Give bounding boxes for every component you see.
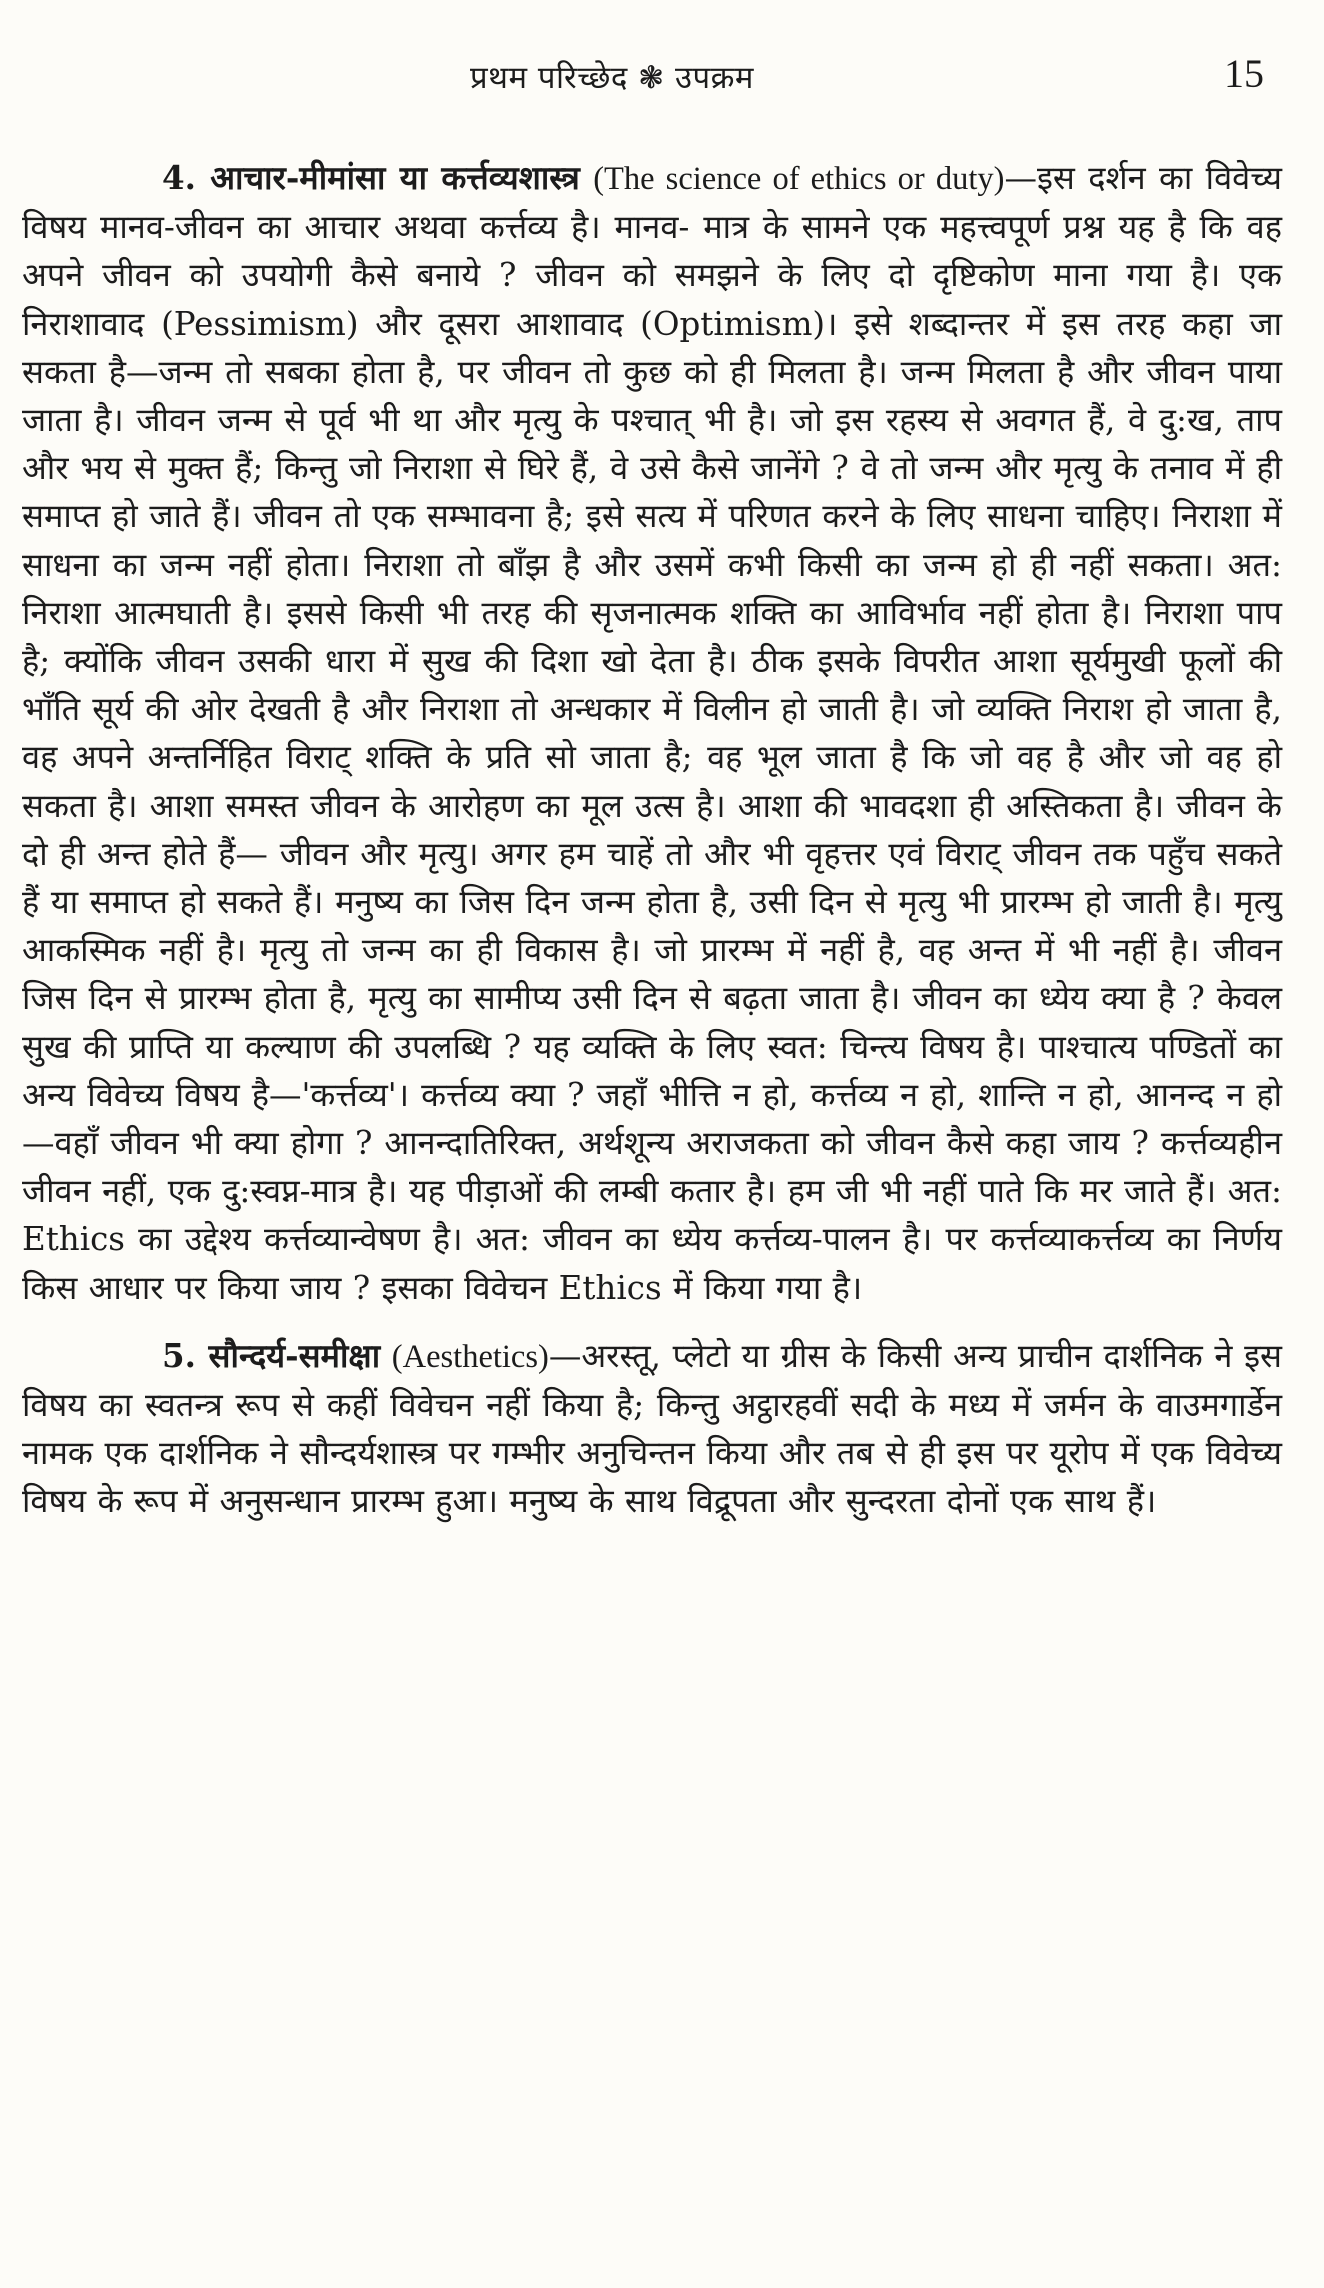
chapter-title: प्रथम परिच्छेद ❃ उपक्रम bbox=[470, 60, 754, 96]
body-text bbox=[22, 154, 1282, 1526]
page-number: 15 bbox=[1224, 51, 1264, 96]
section-english-title: (The science of ethics or duty) bbox=[593, 161, 1005, 197]
paragraph-text: —अरस्तू, प्लेटो या ग्रीस के किसी अन्य प्राचीन दार्शनिक ने इस विषय का स्वतन्त्र रूप से कहीं विवेचन नहीं किया है; किन्तु अट्ठारहवीं सदी के मध्य में जर्मन के वाउमगार्डेन नामक एक दार्शनिक ने सौन्दर्यशास्त्र पर गम्भीर अनुचिन्तन किया और तब से ही इस पर यूरोप में एक विवेच्य विषय के रूप में अनुसन्धान प्रारम्भ हुआ। मनुष्य के साथ विद्रूपता और सुन्दरता दोनों एक साथ हैं। bbox=[22, 1336, 1282, 1521]
paragraph-ethics bbox=[22, 154, 1282, 1312]
paragraph-text: —इस दर्शन का विवेच्य विषय मानव-जीवन का आचार अथवा कर्त्तव्य है। मानव- मात्र के सामने एक महत्त्वपूर्ण प्रश्न यह है कि वह अपने जीवन को उपयोगी कैसे बनाये ? जीवन को समझने के लिए दो दृष्टिकोण माना गया है। एक निराशावाद (Pessimism) और दूसरा आशावाद (Optimism)। इसे शब्दान्तर में इस तरह कहा जा सकता है—जन्म तो सबका होता है, पर जीवन तो कुछ को ही मिलता है। जन्म मिलता है और जीवन पाया जाता है। जीवन जन्म से पूर्व भी था और मृत्यु के पश्चात् भी है। जो इस रहस्य से अवगत हैं, वे दु:ख, ताप और भय से मुक्त हैं; किन्तु जो निराशा से घिरे हैं, वे उसे कैसे जानेंगे ? वे तो जन्म और मृत्यु के तनाव में ही समाप्त हो जाते हैं। जीवन तो एक सम्भावना है; इसे सत्य में परिणत करने के लिए साधना चाहिए। निराशा में साधना का जन्म नहीं होता। निराशा तो बाँझ है और उसमें कभी किसी का जन्म हो ही नहीं सकता। अत: निराशा आत्मघाती है। इससे किसी भी तरह की सृजनात्मक शक्ति का आविर्भाव नहीं होता है। निराशा पाप है; क्योंकि जीवन उसकी धारा में सुख की दिशा खो देता है। ठीक इसके विपरीत आशा सूर्यमुखी फूलों की भाँति सूर्य की ओर देखती है और निराशा तो अन्धकार में विलीन हो जाती है। जो व्यक्ति निराश हो जाता है, वह अपने अन्तर्निहित विराट् शक्ति के प्रति सो जाता है; वह भूल जाता है कि जो वह है और जो वह हो सकता है। आशा समस्त जीवन के आरोहण का मूल उत्स है। आशा की भावदशा ही अस्तिकता है। जीवन के दो ही अन्त होते हैं— जीवन और मृत्यु। अगर हम चाहें तो और भी वृहत्तर एवं विराट् जीवन तक पहुँच सकते हैं या समाप्त हो सकते हैं। मनुष्य का जिस दिन जन्म होता है, उसी दिन से मृत्यु भी प्रारम्भ हो जाती है। मृत्यु आकस्मिक नहीं है। मृत्यु तो जन्म का ही विकास है। जो प्रारम्भ में नहीं है, वह अन्त में भी नहीं है। जीवन जिस दिन से प्रारम्भ होता है, मृत्यु का सामीप्य उसी दिन से बढ़ता जाता है। जीवन का ध्येय क्या है ? केवल सुख की प्राप्ति या कल्याण की उपलब्धि ? यह व्यक्ति के लिए स्वत: चिन्त्य विषय है। पाश्चात्य पण्डितों का अन्य विवेच्य विषय है—'कर्त्तव्य'। कर्त्तव्य क्या ? जहाँ भीत्ति न हो, कर्त्तव्य न हो, शान्ति न हो, आनन्द न हो—वहाँ जीवन भी क्या होगा ? आनन्दातिरिक्त, अर्थशून्य अराजकता को जीवन कैसे कहा जाय ? कर्त्तव्यहीन जीवन नहीं, एक दु:स्वप्न-मात्र है। यह पीड़ाओं की लम्बी कतार है। हम जी भी नहीं पाते कि मर जाते हैं। अत: Ethics का उद्देश्य कर्त्तव्यान्वेषण है। अत: जीवन का ध्येय कर्त्तव्य-पालन है। पर कर्त्तव्याकर्त्तव्य का निर्णय किस आधार पर किया जाय ? इसका विवेचन Ethics में किया गया है। bbox=[22, 159, 1282, 1307]
paragraph-aesthetics bbox=[22, 1332, 1282, 1526]
section-heading: 5. सौन्दर्य-समीक्षा bbox=[162, 1335, 381, 1375]
running-header bbox=[22, 50, 1282, 110]
section-english-title: (Aesthetics) bbox=[391, 1338, 549, 1375]
section-heading: 4. आचार-मीमांसा या कर्त्तव्यशास्त्र bbox=[162, 158, 580, 197]
